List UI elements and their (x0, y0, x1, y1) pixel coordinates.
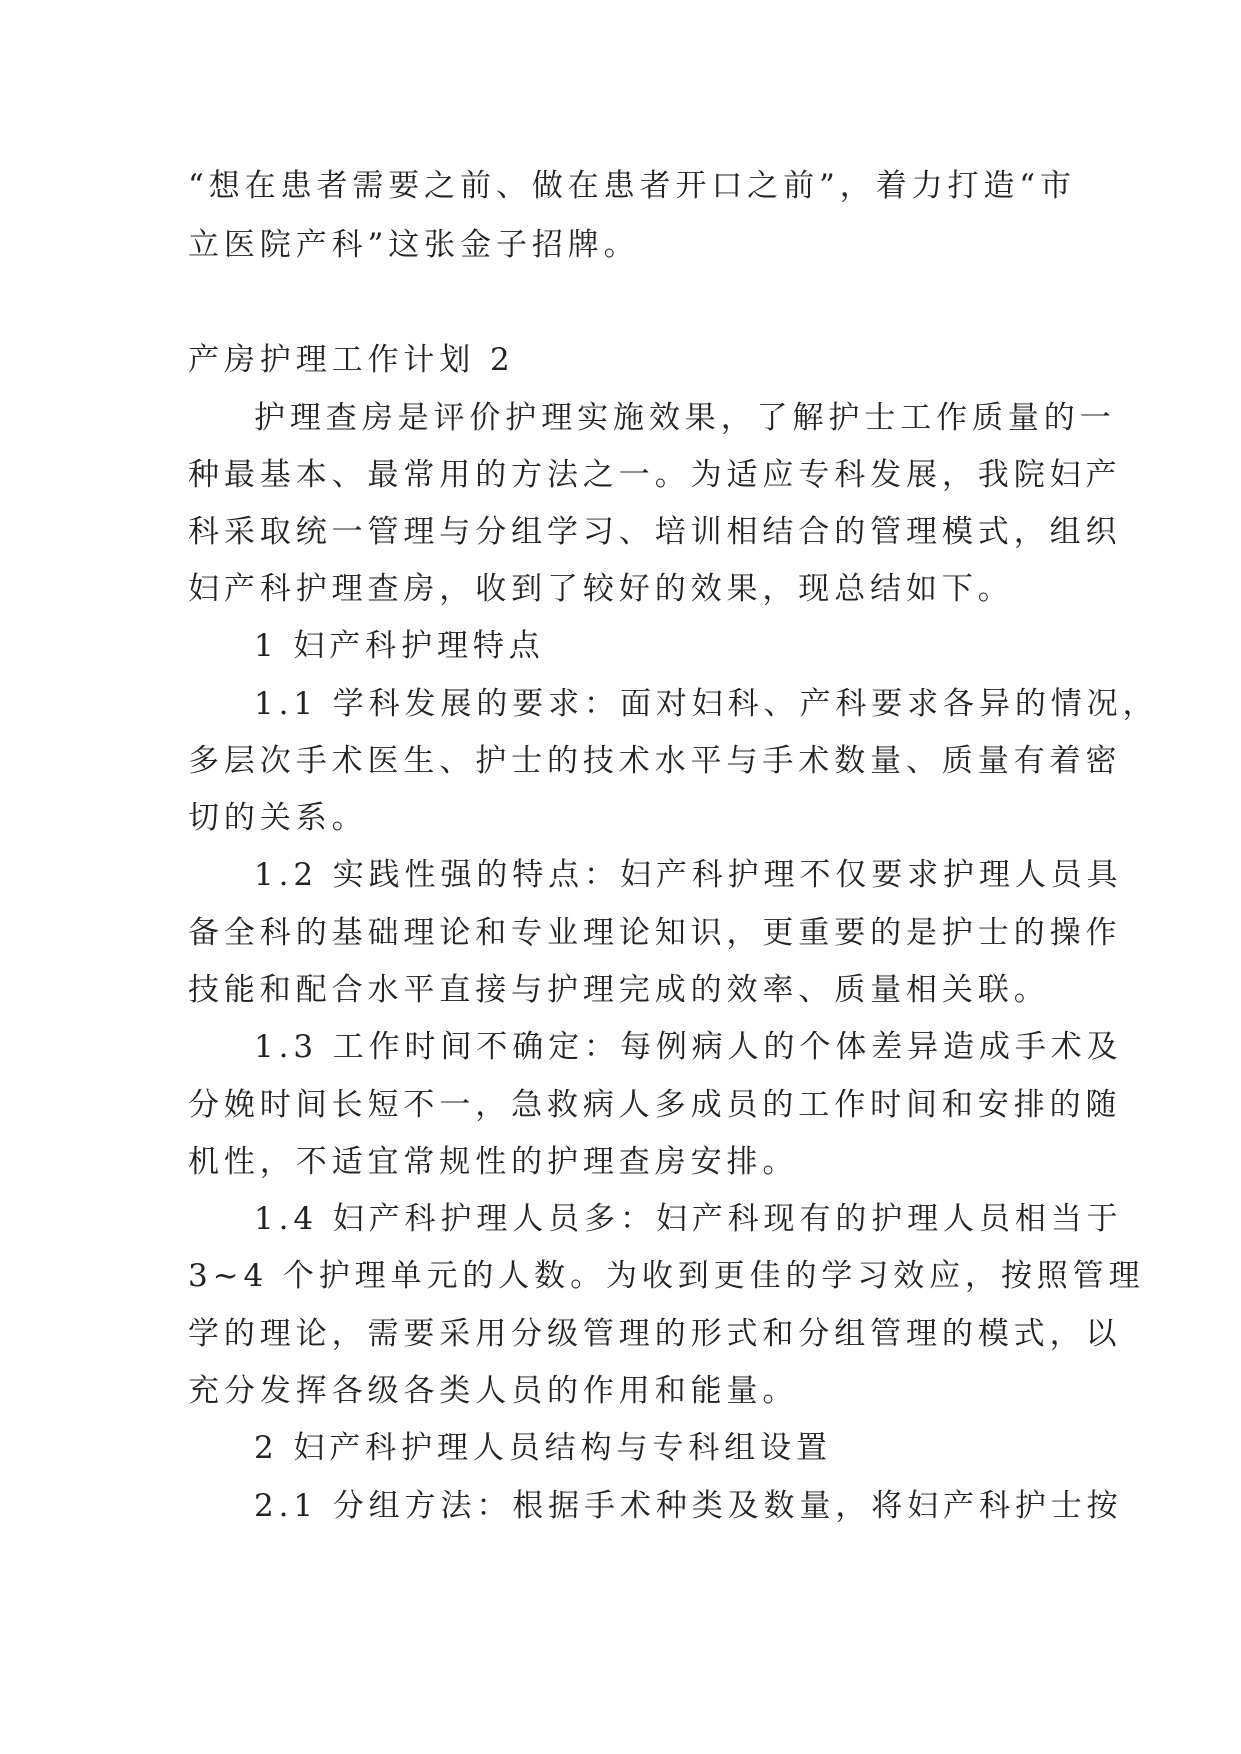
body-text-line: 充分发挥各级各类人员的作用和能量。 (188, 1373, 799, 1409)
body-text-line: 学的理论，需要采用分级管理的形式和分组管理的模式，以 (188, 1316, 1122, 1352)
paragraph-first-line: 护理查房是评价护理实施效果，了解护士工作质量的一 (254, 400, 1116, 436)
body-text-line: 分娩时间长短不一，急救病人多成员的工作时间和安排的随 (188, 1087, 1122, 1123)
body-text-line: 科采取统一管理与分组学习、培训相结合的管理模式，组织 (188, 514, 1122, 550)
body-text-line: 妇产科护理查房，收到了较好的效果，现总结如下。 (188, 571, 1014, 607)
body-text-line: 3~4 个护理单元的人数。为收到更佳的学习效应，按照管理 (188, 1258, 1145, 1294)
section-title: 产房护理工作计划 2 (188, 342, 515, 378)
body-text-line: 切的关系。 (188, 800, 368, 836)
paragraph-first-line: 2.1 分组方法：根据手术种类及数量，将妇产科护士按 (254, 1488, 1123, 1524)
body-text-line: “想在患者需要之前、做在患者开口之前”，着力打造“市 (188, 168, 1076, 204)
body-text-line: 立医院产科”这张金子招牌。 (188, 227, 640, 263)
paragraph-first-line: 1.3 工作时间不确定：每例病人的个体差异造成手术及 (254, 1029, 1123, 1065)
body-text-line: 种最基本、最常用的方法之一。为适应专科发展，我院妇产 (188, 457, 1122, 493)
body-text-line: 技能和配合水平直接与护理完成的效率、质量相关联。 (188, 972, 1050, 1008)
body-text-line: 备全科的基础理论和专业理论知识，更重要的是护士的操作 (188, 915, 1122, 951)
body-text-line: 多层次手术医生、护士的技术水平与手术数量、质量有着密 (188, 743, 1122, 779)
body-text-line: 机性，不适宜常规性的护理查房安排。 (188, 1144, 799, 1180)
heading-1: 1 妇产科护理特点 (254, 628, 545, 664)
heading-2: 2 妇产科护理人员结构与专科组设置 (254, 1430, 832, 1466)
paragraph-first-line: 1.4 妇产科护理人员多：妇产科现有的护理人员相当于 (254, 1201, 1123, 1237)
paragraph-first-line: 1.1 学科发展的要求：面对妇科、产科要求各异的情况， (254, 686, 1159, 722)
paragraph-first-line: 1.2 实践性强的特点：妇产科护理不仅要求护理人员具 (254, 857, 1123, 893)
